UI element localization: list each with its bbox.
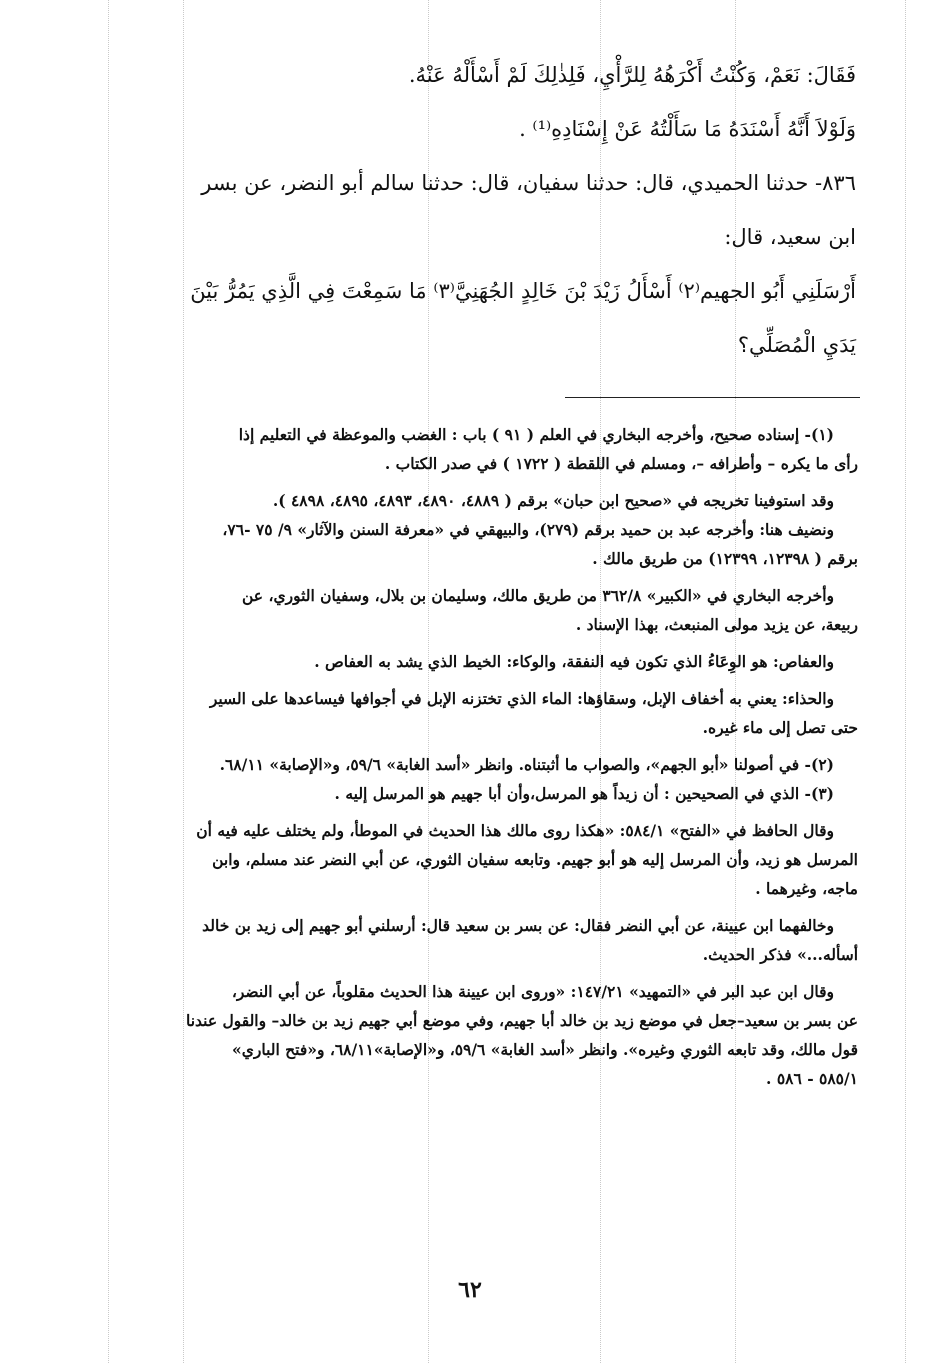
footnote-separator bbox=[565, 397, 860, 398]
main-text bbox=[76, 48, 856, 372]
footnote-line: وقال ابن عبد البر في «التمهيد» ١٤٧/٢١: «وروى ابن عيينة هذا الحديث مقلوباً، عن أبي النضر، bbox=[231, 982, 834, 1001]
main-text-line: أَرْسَلَنِي أَبُو الجهيم⁽٢⁾ أَسْأَلُ زَيْدَ بْنَ خَالِدٍ الجُهَنِيَّ⁽٣⁾ مَا سَمِعْتَ فِي الَّذِي يَمُرُّ بَيْنَ bbox=[190, 279, 856, 303]
main-text-line: ابن سعيد، قال: bbox=[724, 225, 856, 249]
main-text-line: يَدَيِ الْمُصَلِّي؟ bbox=[737, 333, 856, 357]
footnote-line: والحذاء: يعني به أخفاف الإبل، وسقاؤها: الماء الذي تختزنه الإبل في أجوافها فيساعدها على السير bbox=[209, 689, 834, 708]
hadith-836-line: ٨٣٦- حدثنا الحميدي، قال: حدثنا سفيان، قال: حدثنا سالم أبو النضر، عن بسر bbox=[201, 171, 856, 195]
footnote-line: وأخرجه البخاري في «الكبير» ٣٦٢/٨ من طريق مالك، وسليمان بن بلال، وسفيان الثوري، عن bbox=[242, 586, 834, 605]
footnotes bbox=[68, 420, 858, 1093]
footnote-line: وقد استوفينا تخريجه في «صحيح ابن حبان» برقم ( ٤٨٨٩، ٤٨٩٠، ٤٨٩٣، ٤٨٩٥، ٤٨٩٨ ). bbox=[272, 491, 834, 510]
footnote-line: أسأله...» فذكر الحديث. bbox=[702, 945, 858, 964]
footnote-line: قول مالك، وقد تابعه الثوري وغيره». وانظر «أسد الغابة» ٥٩/٦، و«الإصابة»٦٨/١١، و«فتح الباري» bbox=[232, 1040, 858, 1059]
footnote-line: وقال الحافظ في «الفتح» ٥٨٤/١: «هكذا روى مالك هذا الحديث في الموطأ، ولم يختلف عليه فيه أن bbox=[196, 821, 834, 840]
footnote-line: المرسل هو زيد، وأن المرسل إليه هو أبو جهيم. وتابعه سفيان الثوري، عن أبي النضر عند مسلم، وابن bbox=[212, 850, 858, 869]
footnote-line: (٣)- الذي في الصحيحين : أن زيداً هو المرسل،وأن أبا جهيم هو المرسل إليه . bbox=[334, 784, 834, 803]
footnote-line: ماجه، وغيرهما . bbox=[755, 879, 858, 898]
footnote-line: رأى ما يكره – وأطرافه –، ومسلم في اللقطة ( ١٧٢٢ ) في صدر الكتاب . bbox=[384, 454, 858, 473]
footnote-line: (٢)- في أصولنا «أبو الجهم»، والصواب ما أثبتناه. وانظر «أسد الغابة» ٥٩/٦، و«الإصابة» ٦٨/١١. bbox=[219, 755, 834, 774]
footnote-line: ونضيف هنا: وأخرجه عبد بن حميد برقم (٢٧٩)، والبيهقي في «معرفة السنن والآثار» ٩/ ٧٥ -٧٦، bbox=[222, 520, 834, 539]
footnote-line: برقم ( ١٢٣٩٨، ١٢٣٩٩) من طريق مالك . bbox=[592, 549, 858, 568]
footnote-line: حتى تصل إلى ماء غيره. bbox=[702, 718, 858, 737]
footnote-line: ربيعة، عن يزيد مولى المنبعث، بهذا الإسناد . bbox=[575, 615, 858, 634]
footnote-line: ٥٨٥/١ - ٥٨٦ . bbox=[766, 1069, 858, 1088]
footnote-line: (١)- إسناده صحيح، وأخرجه البخاري في العلم ( ٩١ ) باب : الغضب والموعظة في التعليم إذا bbox=[238, 425, 834, 444]
main-text-line: فَقَالَ: نَعَمْ، وَكُنْتُ أَكْرَهُهُ لِلرَّأْيِ، فَلِذٰلِكَ لَمْ أَسْأَلْهُ عَنْهُ. bbox=[408, 63, 856, 87]
footnote-line: والعفاص: هو الوِعَاءُ الذي تكون فيه النفقة، والوكاء: الخيط الذي يشد به العفاص . bbox=[314, 652, 834, 671]
footnote-line: وخالفهما ابن عيينة، عن أبي النضر فقال: عن بسر بن سعيد قال: أرسلني أبو جهيم إلى زيد بن خالد bbox=[202, 916, 834, 935]
scan-artifact-line bbox=[905, 0, 906, 1363]
footnote-line: عن بسر بن سعيد–جعل في موضع زيد بن خالد أبا جهيم، وفي موضع أبي جهيم زيد بن خالد– والقول عندنا bbox=[185, 1011, 858, 1030]
page-number: ٦٢ bbox=[458, 1277, 482, 1303]
main-text-line: وَلَوْلاَ أَنَّهُ أَسْنَدَهُ مَا سَأَلْتُهُ عَنْ إِسْنَادِهِ⁽¹⁾ . bbox=[519, 117, 856, 141]
